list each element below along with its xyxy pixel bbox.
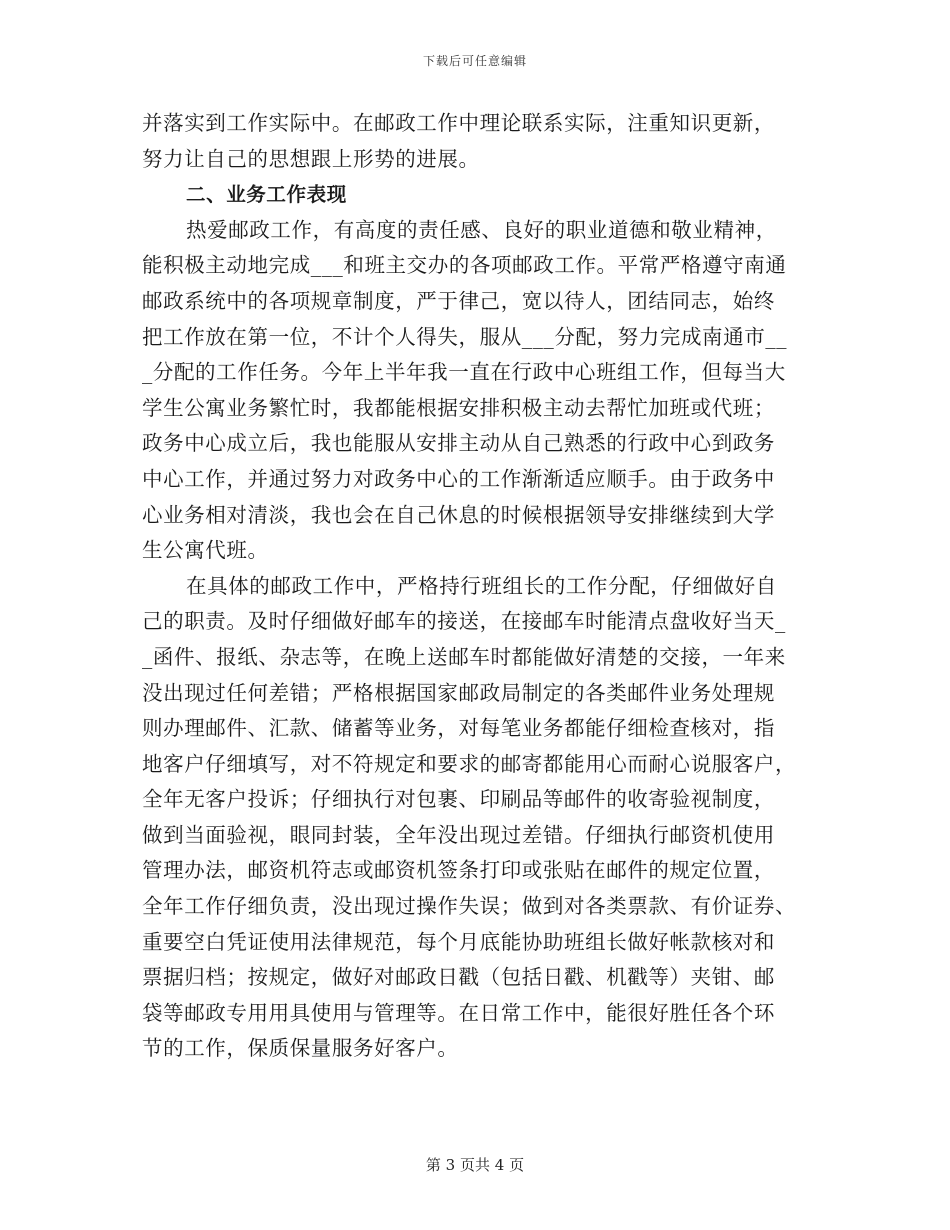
text-line: 努力让自己的思想跟上形势的进展。 — [142, 146, 480, 171]
text-line: 政务中心成立后，我也能服从安排主动从自己熟悉的行政中心到政务 — [142, 431, 775, 456]
section-heading: 二、业务工作表现 — [186, 183, 347, 207]
text-line: 在具体的邮政工作中，严格持行班组长的工作分配，仔细做好自 — [186, 573, 777, 598]
text-line: 把工作放在第一位，不计个人得失，服从___分配，努力完成南通市__ — [142, 324, 788, 349]
text-line: 管理办法，邮资机符志或邮资机签条打印或张贴在邮件的规定位置， — [142, 858, 775, 883]
text-line: _函件、报纸、杂志等，在晚上送邮车时都能做好清楚的交接，一年来 — [142, 644, 786, 669]
text-line: 地客户仔细填写，对不符规定和要求的邮寄都能用心而耐心说服客户， — [142, 751, 797, 776]
text-line: 生公寓代班。 — [142, 538, 269, 563]
text-line: 做到当面验视，眼同封装，全年没出现过差错。仔细执行邮资机使用 — [142, 822, 775, 847]
text-line: 票据归档；按规定，做好对邮政日戳（包括日戳、机戳等）夹钳、邮 — [142, 965, 775, 990]
text-line: 己的职责。及时仔细做好邮车的接送，在接邮车时能清点盘收好当天_ — [142, 609, 786, 634]
text-line: 袋等邮政专用用具使用与管理等。在日常工作中，能很好胜任各个环 — [142, 1000, 775, 1025]
text-line: 全年工作仔细负责，没出现过操作失误；做到对各类票款、有价证券、 — [142, 894, 797, 919]
text-line: 节的工作，保质保量服务好客户。 — [142, 1036, 459, 1061]
text-line: 中心工作，并通过努力对政务中心的工作渐渐适应顺手。由于政务中 — [142, 466, 775, 491]
text-line: 则办理邮件、汇款、储蓄等业务，对每笔业务都能仔细检查核对，指 — [142, 716, 775, 741]
text-line: 全年无客户投诉；仔细执行对包裹、印刷品等邮件的收寄验视制度， — [142, 787, 775, 812]
text-line: 热爱邮政工作，有高度的责任感、良好的职业道德和敬业精神， — [186, 217, 777, 242]
text-line: 并落实到工作实际中。在邮政工作中理论联系实际，注重知识更新， — [142, 111, 775, 135]
text-line: 重要空白凭证使用法律规范，每个月底能协助班组长做好帐款核对和 — [142, 929, 775, 954]
text-line: 学生公寓业务繁忙时，我都能根据安排积极主动去帮忙加班或代班； — [142, 395, 775, 420]
text-line: 心业务相对清淡，我也会在自己休息的时候根据领导安排继续到大学 — [142, 502, 775, 527]
text-line: _分配的工作任务。今年上半年我一直在行政中心班组工作，但每当大 — [142, 360, 786, 385]
text-line: 没出现过任何差错；严格根据国家邮政局制定的各类邮件业务处理规 — [142, 680, 775, 705]
document-body — [142, 106, 814, 1067]
text-line: 邮政系统中的各项规章制度，严于律己，宽以待人，团结同志，始终 — [142, 288, 775, 313]
page-footer: 第 3 页共 4 页 — [425, 1156, 525, 1174]
text-line: 能积极主动地完成___和班主交办的各项邮政工作。平常严格遵守南通 — [142, 253, 787, 278]
page-header: 下载后可任意编辑 — [422, 54, 527, 68]
